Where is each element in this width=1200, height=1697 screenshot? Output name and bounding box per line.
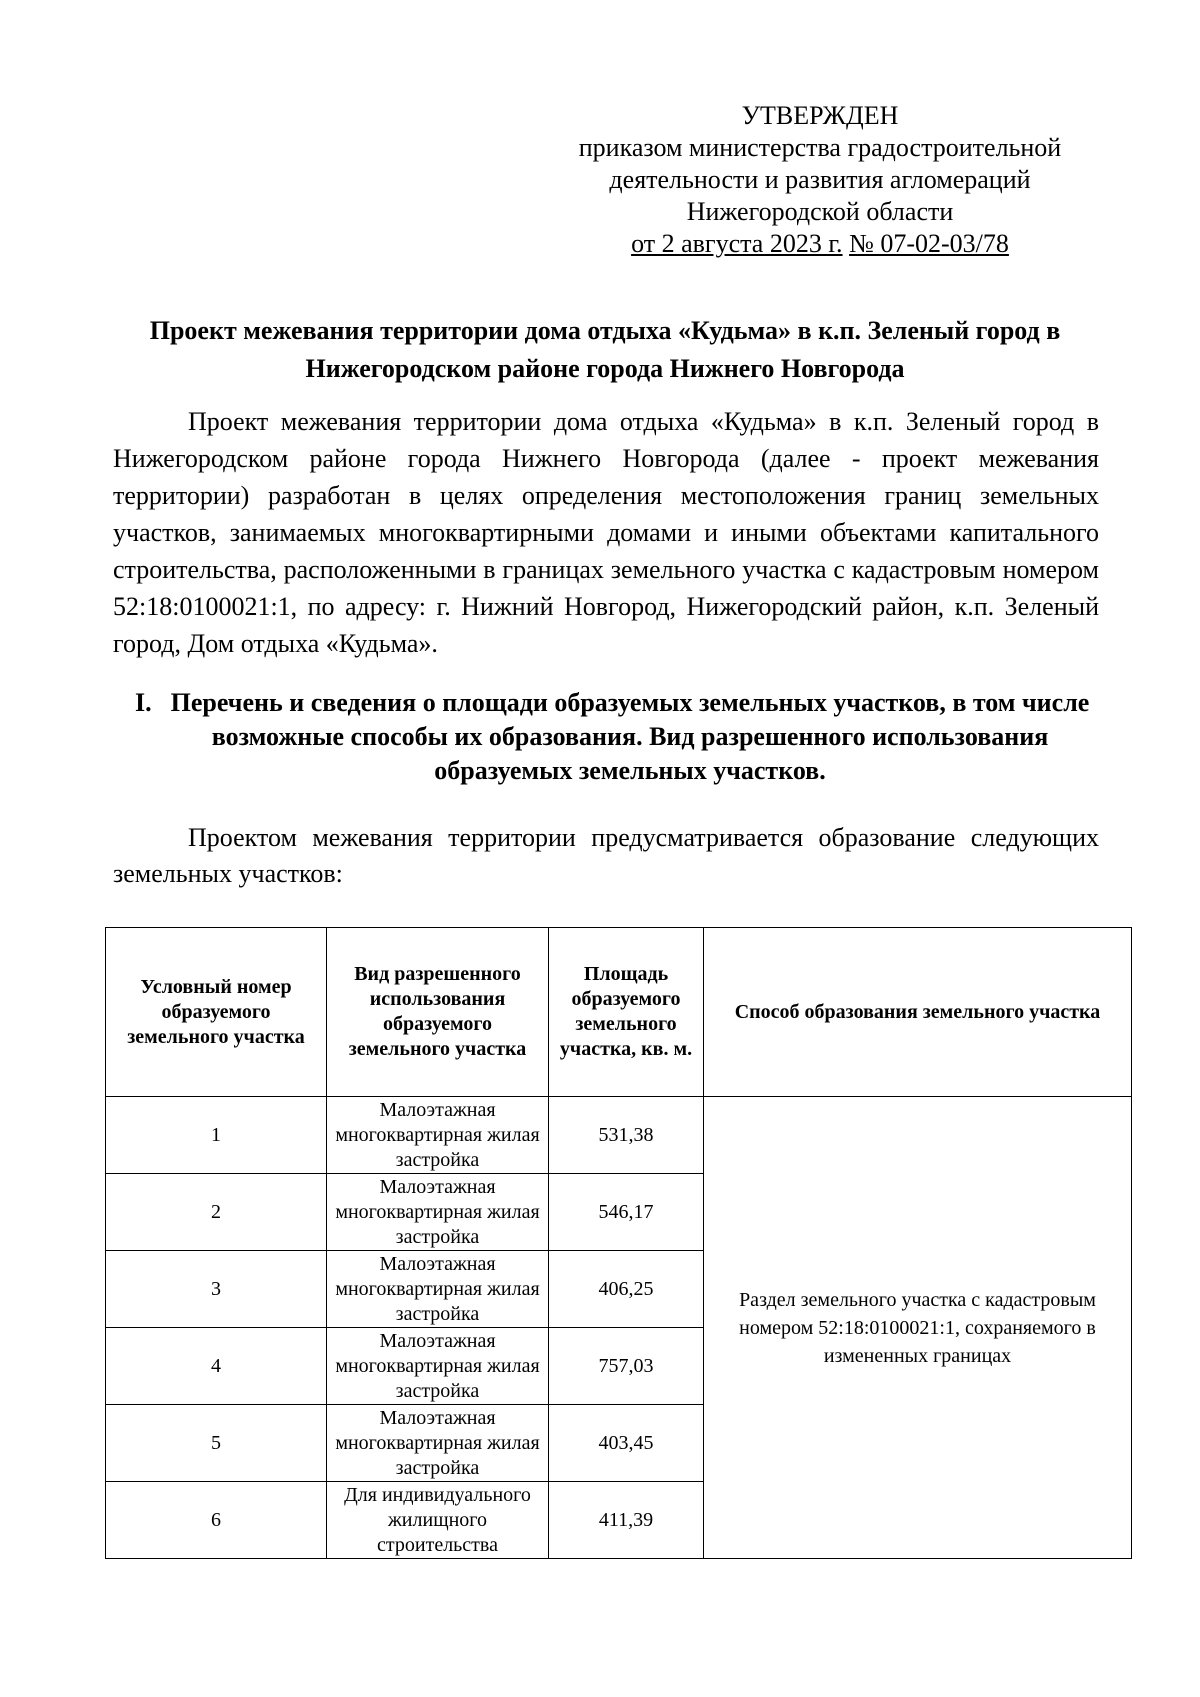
intro-paragraph: Проект межевания территории дома отдыха «Кудьма» в к.п. Зеленый город в Нижегородском районе города Нижнего Новгорода (далее - проект межевания территории) разработан в целях определения местоположения границ земельных участков, занимаемых многоквартирными домами и иными объектами капитального строительства, расположенными в границах земельного участка с кадастровым номером 52:18:0100021:1, по адресу: г. Нижний Новгород, Нижегородский район, к.п. Зеленый город, Дом отдыха «Кудьма». [113,407,1099,658]
section-heading [130,686,1100,788]
formation-method: Раздел земельного участка с кадастровым номером 52:18:0100021:1, сохраняемого в измененных границах [704,1097,1132,1559]
approval-line-2: деятельности и развития агломераций [609,165,1031,194]
plot-area: 546,17 [549,1174,704,1251]
approval-line-3: Нижегородской области [686,197,954,226]
plot-number: 3 [106,1251,327,1328]
permitted-use: Малоэтажная многоквартирная жилая застройка [327,1328,549,1405]
header-permitted-use: Вид разрешенного использования образуемого земельного участка [327,928,549,1097]
table-header-row [106,928,1132,1097]
lead-paragraph: Проектом межевания территории предусматривается образование следующих земельных участков: [113,823,1099,888]
document-title: Проект межевания территории дома отдыха «Кудьма» в к.п. Зеленый город в Нижегородском районе города Нижнего Новгорода [149,316,1061,383]
header-formation-method: Способ образования земельного участка [704,928,1132,1097]
approval-number: № 07-02-03/78 [849,229,1009,258]
table-row [106,1097,1132,1174]
approval-date: от 2 августа 2023 г. [631,229,843,258]
header-plot-number: Условный номер образуемого земельного участка [106,928,327,1097]
plot-area: 406,25 [549,1251,704,1328]
permitted-use: Малоэтажная многоквартирная жилая застройка [327,1251,549,1328]
approval-title: УТВЕРЖДЕН [741,101,899,130]
section-heading-text: Перечень и сведения о площади образуемых земельных участков, в том числе возможные способы их образования. Вид разрешенного использования образуемых земельных участков. [170,688,1090,785]
plots-table [105,927,1132,1559]
header-area: Площадь образуемого земельного участка, кв. м. [549,928,704,1097]
plot-number: 1 [106,1097,327,1174]
plot-number: 4 [106,1328,327,1405]
plot-area: 403,45 [549,1405,704,1482]
approval-line-1: приказом министерства градостроительной [578,133,1062,162]
permitted-use: Малоэтажная многоквартирная жилая застройка [327,1405,549,1482]
permitted-use: Для индивидуального жилищного строительства [327,1482,549,1559]
plot-area: 531,38 [549,1097,704,1174]
plot-number: 5 [106,1405,327,1482]
plot-area: 411,39 [549,1482,704,1559]
permitted-use: Малоэтажная многоквартирная жилая застройка [327,1174,549,1251]
approval-date-line [540,228,1100,260]
plot-number: 2 [106,1174,327,1251]
approval-block [540,100,1100,260]
permitted-use: Малоэтажная многоквартирная жилая застройка [327,1097,549,1174]
plot-number: 6 [106,1482,327,1559]
section-numeral: I. [135,688,152,717]
plot-area: 757,03 [549,1328,704,1405]
